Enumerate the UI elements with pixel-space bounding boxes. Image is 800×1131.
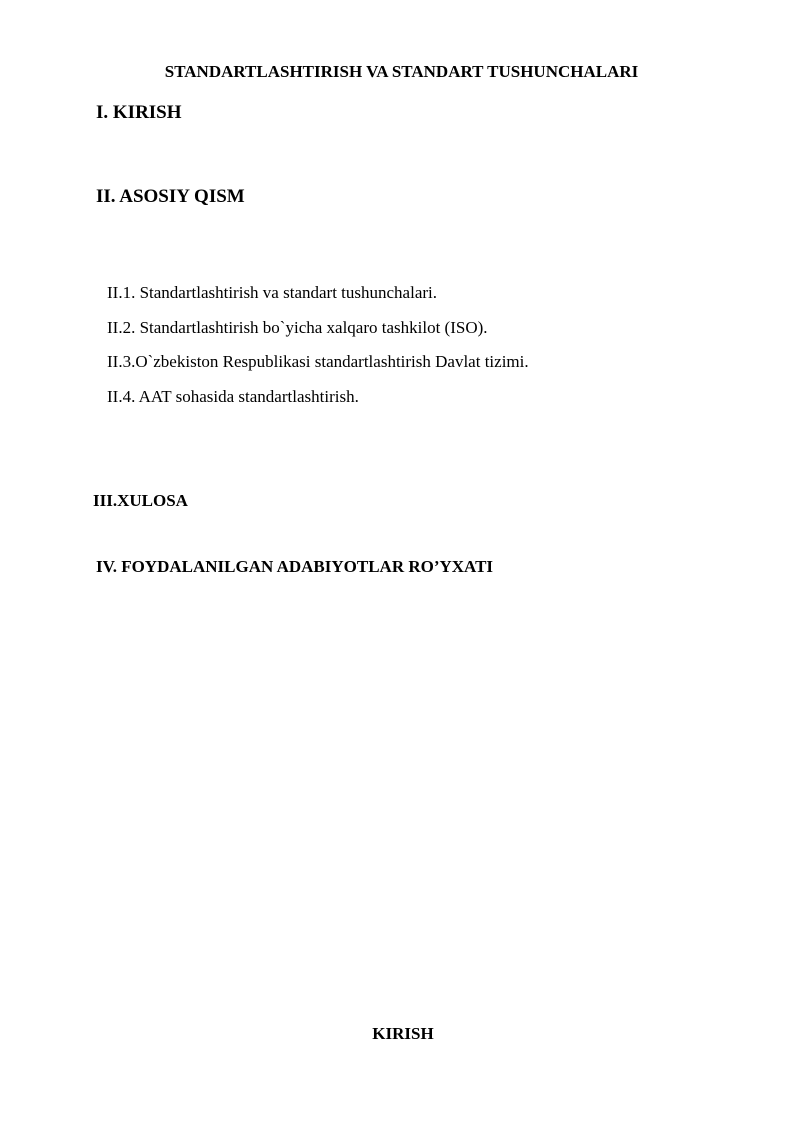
subsection-item: II.3.O`zbekiston Respublikasi standartlashtirish Davlat tizimi. (107, 352, 529, 371)
section-heading-conclusion: III.XULOSA (93, 491, 188, 510)
next-section-heading: KIRISH (372, 1024, 434, 1043)
subsection-item: II.1. Standartlashtirish va standart tushunchalari. (107, 283, 437, 302)
section-heading-main: II. ASOSIY QISM (96, 186, 245, 207)
subsection-item: II.4. AAT sohasida standartlashtirish. (107, 387, 359, 406)
document-title: STANDARTLASHTIRISH VA STANDART TUSHUNCHALARI (164, 62, 639, 81)
section-heading-intro: I. KIRISH (96, 102, 182, 123)
section-heading-references: IV. FOYDALANILGAN ADABIYOTLAR RO’YXATI (96, 557, 494, 576)
subsection-item: II.2. Standartlashtirish bo`yicha xalqaro tashkilot (ISO). (107, 318, 488, 337)
